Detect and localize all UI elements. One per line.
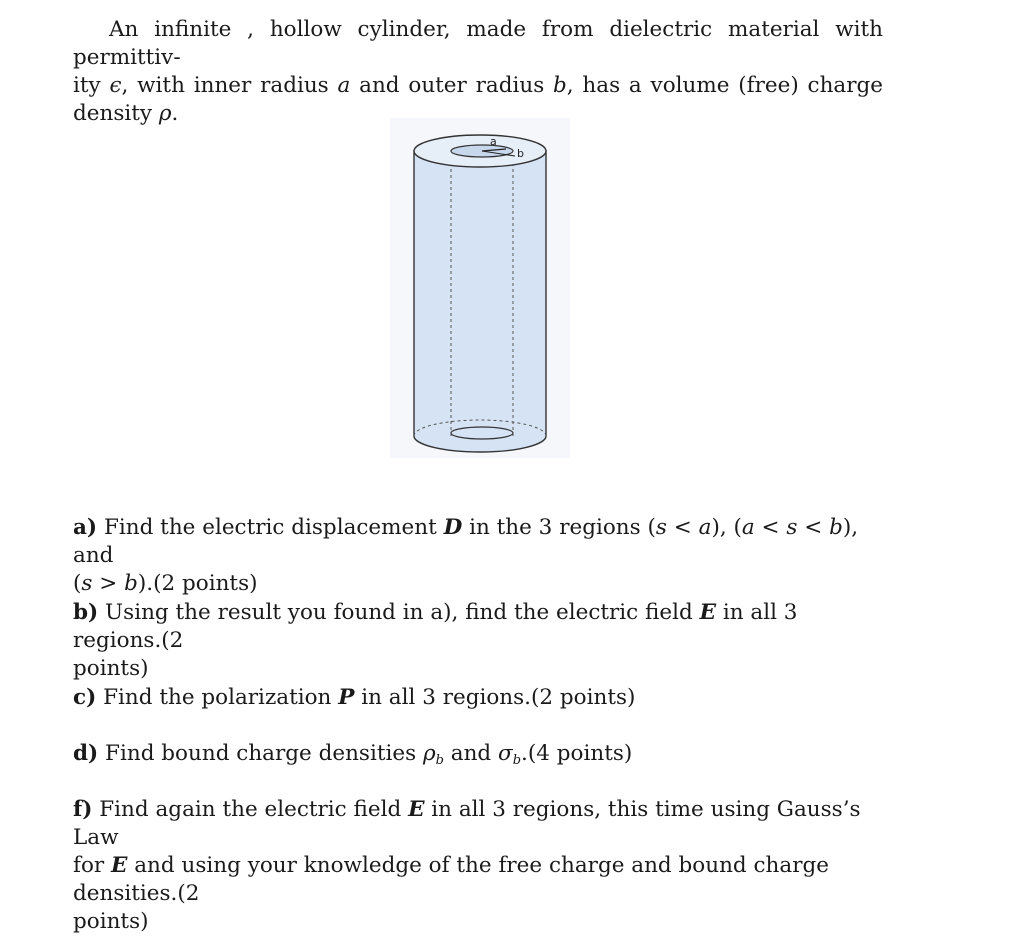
- radius-label-a: a: [490, 135, 497, 148]
- inner-radius-symbol: a: [337, 73, 351, 98]
- question-d: d) Find bound charge densities $\rho_b$ and $\sigma_b.(4$ points): [73, 741, 633, 768]
- vector-D: D: [443, 515, 463, 540]
- question-f: f) Find again the electric field E in all 3 regions, this time using Gauss’s Law for E and using your knowledge of the free charge and bound charge densities.(2 points): [73, 797, 861, 934]
- question-a: a) Find the electric displacement D in the 3 regions (s < a), (a < s < b), and (s > b).(2 points): [73, 515, 859, 596]
- question-c: c) Find the polarization P in all 3 regions.(2 points): [73, 685, 636, 710]
- question-b: b) Using the result you found in a), find the electric field E in all 3 regions.(2 points): [73, 600, 798, 681]
- cylinder-figure: [390, 118, 570, 458]
- radius-label-b: b: [517, 147, 524, 160]
- charge-density-symbol: ρ: [158, 101, 172, 126]
- vector-P: P: [338, 685, 355, 710]
- permittivity-symbol: ϵ: [109, 73, 122, 98]
- problem-statement: An infinite , hollow cylinder, made from dielectric material with permittiv- ity ϵ, with inner radius a and outer radius b, has a volume (free) charge density ρ.: [73, 17, 884, 126]
- outer-radius-symbol: b: [553, 73, 567, 98]
- outer-cylinder-body: [414, 151, 546, 452]
- vector-E: E: [699, 600, 716, 625]
- intro-line-1: An infinite , hollow cylinder, made from dielectric material with permittiv-: [73, 17, 883, 70]
